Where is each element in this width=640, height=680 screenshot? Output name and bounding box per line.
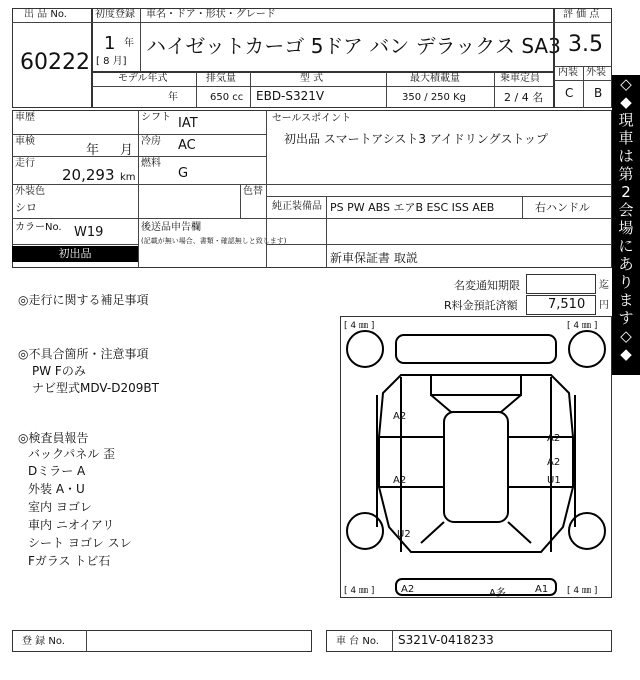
- color-no-value: W19: [74, 225, 104, 240]
- defect-line: ナビ型式MDV-D209BT: [32, 381, 159, 395]
- interior-grade: C: [565, 86, 574, 100]
- tire-depth-front-left: [ 4 ㎜ ]: [344, 321, 375, 331]
- displacement-label: 排気量: [206, 73, 236, 84]
- first-reg-year: 1: [104, 33, 116, 54]
- lot-number: 60222: [20, 50, 90, 75]
- tire-depth-front-right: [ 4 ㎜ ]: [567, 321, 598, 331]
- displacement-value: 650 cc: [210, 92, 244, 103]
- car-outline: [341, 317, 611, 597]
- first-reg-label: 初度登録: [95, 9, 135, 20]
- defects-heading: ◎不具合箇所・注意事項: [18, 347, 149, 361]
- chassis-value: S321V-0418233: [398, 633, 494, 647]
- recycle-value: 7,510: [548, 297, 586, 312]
- inspector-line: 外装 A・U: [28, 482, 85, 496]
- inspector-line: 車内 ニオイアリ: [28, 518, 115, 532]
- driving-notes-heading: ◎走行に関する補足事項: [18, 293, 149, 307]
- exterior-label: 外装: [586, 67, 606, 78]
- fuel-label: 燃料: [141, 158, 161, 169]
- inspector-line: シート ヨゴレ スレ: [28, 536, 132, 550]
- inspector-line: Fガラス トビ石: [28, 554, 111, 568]
- rating-value: 3.5: [568, 32, 603, 57]
- capacity-label: 乗車定員: [500, 73, 540, 84]
- damage-mark: A2: [401, 584, 415, 595]
- inspector-heading: ◎検査員報告: [18, 431, 89, 445]
- location-banner: ◇ ◆ 現 車 は 第 2 会 場 に あ り ま す ◇ ◆: [612, 75, 640, 375]
- inspector-line: Dミラー A: [28, 464, 86, 478]
- name-change-suffix: 迄: [599, 280, 609, 291]
- recycle-unit: 円: [599, 300, 609, 311]
- exterior-color-value: シロ: [15, 201, 37, 214]
- damage-mark: U2: [397, 529, 411, 540]
- type-label: 型 式: [300, 73, 324, 84]
- chassis-label: 車 台 No.: [336, 636, 379, 647]
- damage-mark: A2: [547, 433, 561, 444]
- tire-depth-rear-left: [ 4 ㎜ ]: [344, 586, 375, 596]
- tire-depth-rear-right: [ 4 ㎜ ]: [567, 586, 598, 596]
- car-name-label: 車名・ドア・形状・グレード: [146, 9, 276, 20]
- equipment-value: PS PW ABS エアB ESC ISS AEB: [330, 201, 495, 214]
- damage-mark: A2: [547, 457, 561, 468]
- fuel-value: G: [178, 166, 189, 181]
- car-name: ハイゼットカーゴ 5ドア バン デラックス SA3: [146, 34, 561, 58]
- color-change-label: 色替: [243, 186, 263, 197]
- retrofit-note: (記載が無い場合、書類・確認無しと致します): [141, 237, 287, 245]
- first-reg-month: [ 8 月]: [96, 56, 127, 67]
- first-reg-year-unit: 年: [124, 38, 134, 49]
- name-change-label: 名変通知期限: [454, 279, 520, 292]
- damage-mark: A2: [393, 475, 407, 486]
- inspector-line: 室内 ヨゴレ: [28, 500, 92, 514]
- rating-label: 評 価 点: [563, 9, 600, 20]
- exterior-color-label: 外装色: [15, 186, 45, 197]
- history-label: 車歴: [15, 112, 35, 123]
- warranty-value: 新車保証書 取説: [330, 251, 418, 265]
- model-year-unit: 年: [168, 92, 178, 103]
- retrofit-label: 後送品申告欄: [141, 222, 201, 233]
- color-no-label: カラーNo.: [15, 222, 62, 233]
- type-value: EBD-S321V: [256, 89, 325, 103]
- sales-point-value: 初出品 スマートアシスト3 アイドリングストップ: [284, 132, 549, 146]
- interior-label: 内装: [558, 67, 578, 78]
- inspection-month-unit: 月: [120, 143, 134, 158]
- equipment-label: 純正装備品: [272, 201, 322, 212]
- inspector-line: バックパネル 歪: [28, 447, 116, 461]
- steering-value: 右ハンドル: [535, 201, 590, 214]
- damage-mark: A1: [535, 584, 549, 595]
- mileage-value: 20,293: [62, 166, 115, 184]
- exterior-grade: B: [594, 86, 603, 100]
- damage-diagram: [340, 316, 612, 598]
- sales-point-label: セールスポイント: [272, 113, 352, 124]
- shift-value: IAT: [178, 116, 198, 131]
- shift-label: シフト: [141, 112, 171, 123]
- ac-label: 冷房: [141, 136, 161, 147]
- reg-no-label: 登 録 No.: [22, 636, 65, 647]
- recycle-label: R料金預託済額: [444, 299, 518, 312]
- inspection-year-unit: 年: [86, 143, 100, 158]
- capacity-value: 2 / 4 名: [504, 91, 544, 104]
- mileage-label: 走行: [15, 158, 35, 169]
- max-load-value: 350 / 250 Kg: [402, 92, 466, 103]
- damage-mark: A2: [393, 411, 407, 422]
- damage-mark: U1: [547, 475, 561, 486]
- inspection-label: 車検: [15, 136, 35, 147]
- damage-mark: A多: [489, 588, 506, 599]
- mileage-unit: km: [120, 172, 136, 183]
- model-year-label: モデル年式: [118, 73, 168, 84]
- max-load-label: 最大積載量: [410, 73, 460, 84]
- first-listing-badge: 初出品: [12, 246, 138, 262]
- lot-label: 出 品 No.: [24, 9, 67, 20]
- ac-value: AC: [178, 138, 196, 153]
- name-change-box: [526, 274, 596, 294]
- defect-line: PW Fのみ: [32, 364, 86, 378]
